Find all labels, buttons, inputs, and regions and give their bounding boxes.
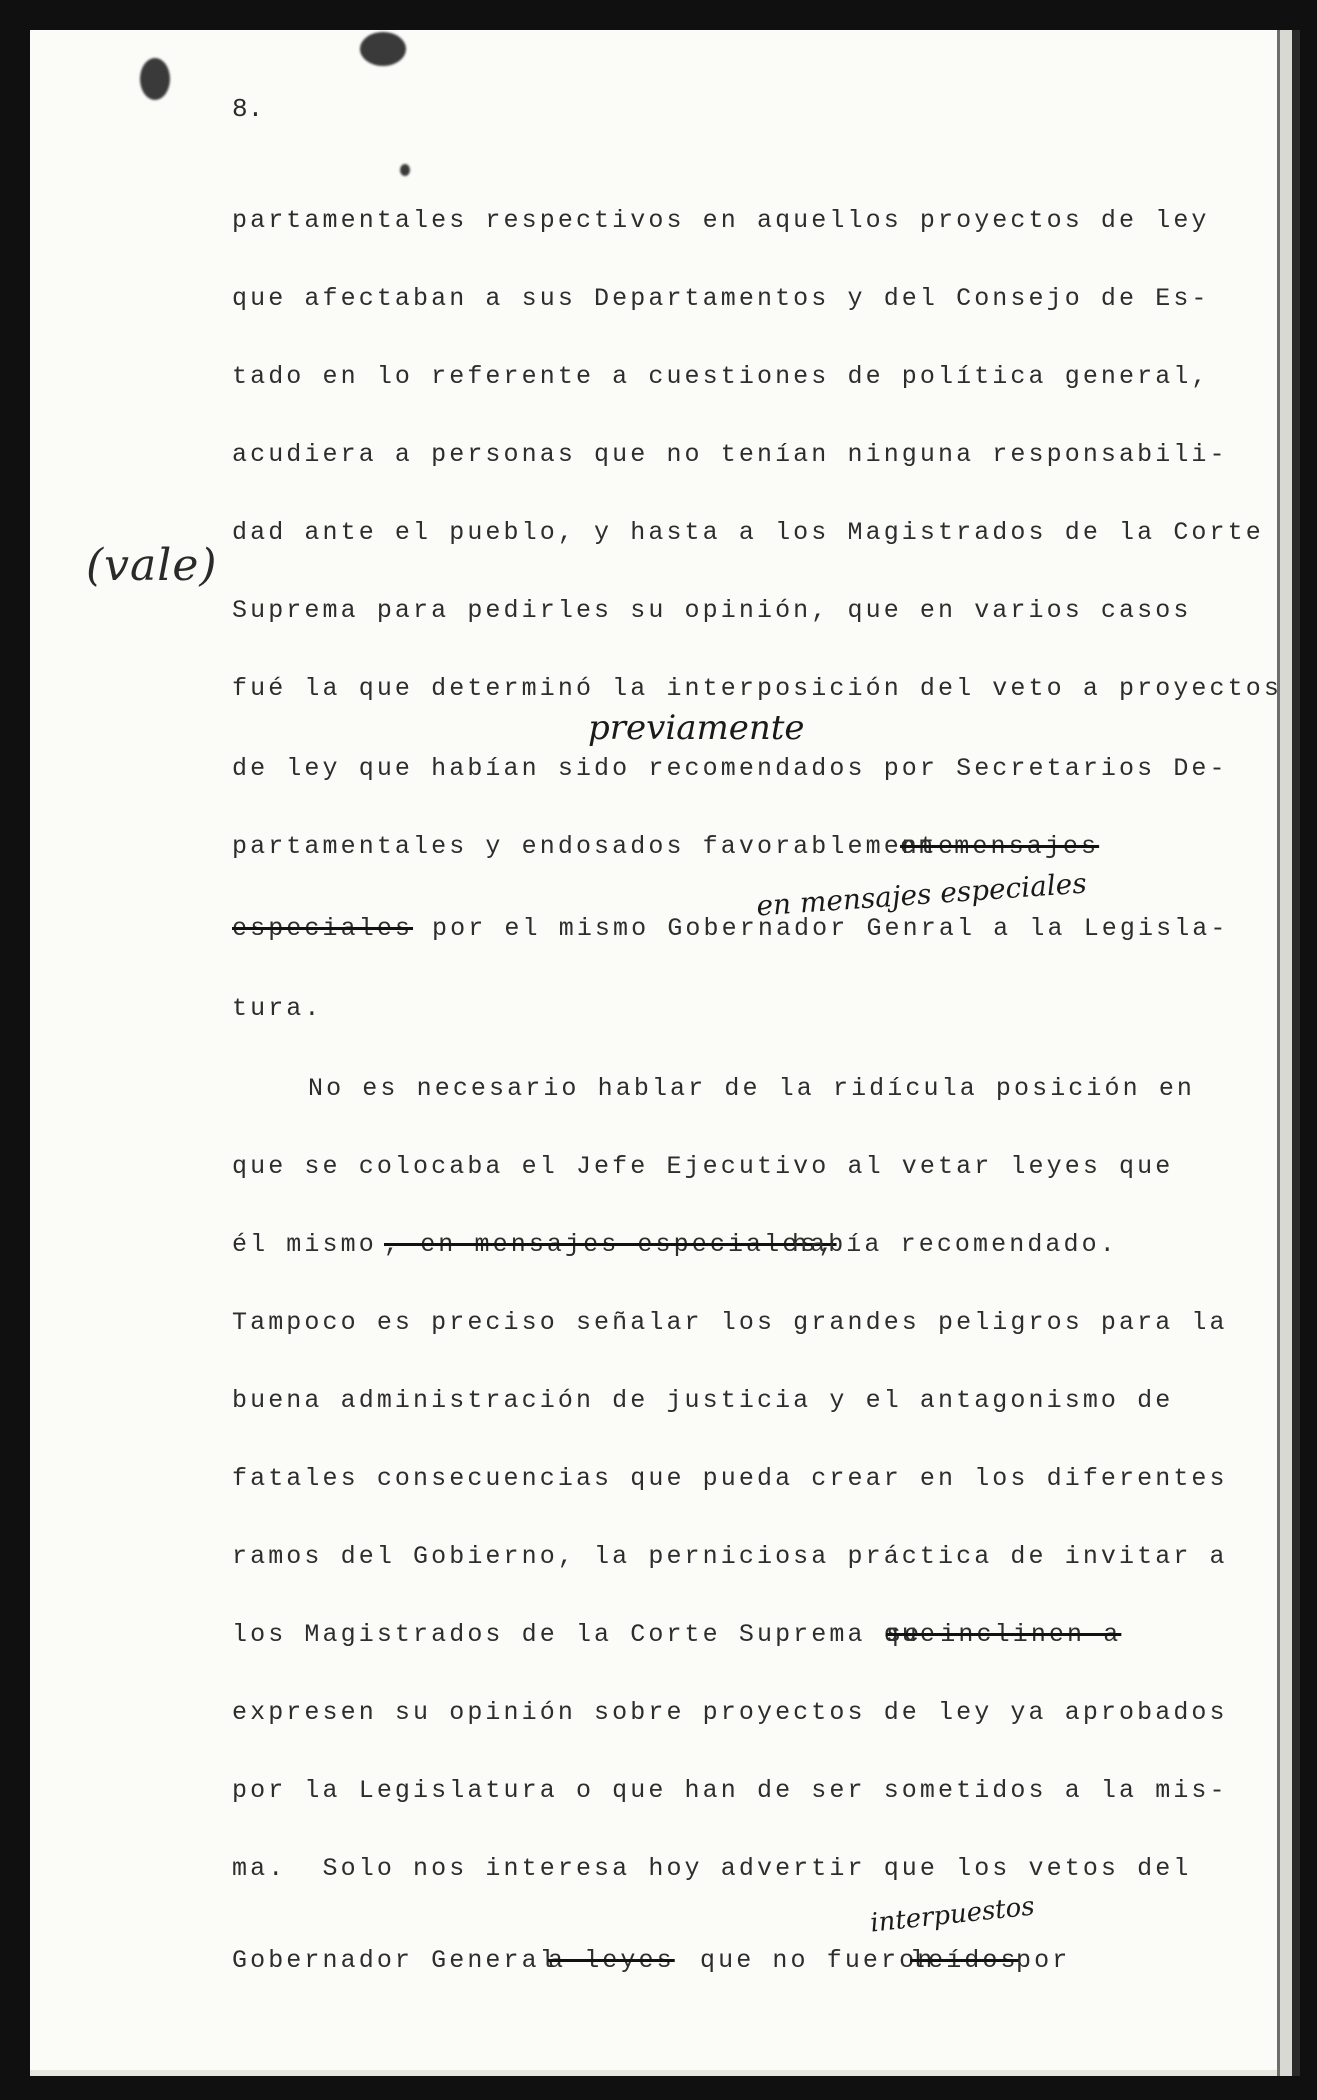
document-page	[30, 30, 1300, 2076]
ink-blot	[140, 58, 170, 100]
text-line: por la Legislatura o que han de ser sometidos a la mis-	[232, 1776, 1228, 1805]
text-line: había recomendado.	[792, 1230, 1118, 1259]
text-line: expresen su opinión sobre proyectos de ley ya aprobados	[232, 1698, 1228, 1727]
text-line: fatales consecuencias que pueda crear en los diferentes	[232, 1464, 1228, 1493]
text-line: por el mismo Gobernador Genral a la Legisla-	[432, 914, 1229, 943]
text-line: que afectaban a sus Departamentos y del Consejo de Es-	[232, 284, 1210, 313]
handwritten-margin-note: (vale)	[86, 540, 218, 591]
text-line: él mismo	[232, 1230, 377, 1259]
text-line: partamentales respectivos en aquellos proyectos de ley	[232, 206, 1210, 235]
text-line: Tampoco es preciso señalar los grandes peligros para la	[232, 1308, 1228, 1337]
text-line: de ley que habían sido recomendados por Secretarios De-	[232, 754, 1228, 783]
text-line: dad ante el pueblo, y hasta a los Magistrados de la Corte	[232, 518, 1264, 547]
text-line: tado en lo referente a cuestiones de política general,	[232, 362, 1210, 391]
text-line: que se colocaba el Jefe Ejecutivo al vetar leyes que	[232, 1152, 1174, 1181]
ink-blot	[400, 164, 410, 176]
struck-text: se inclinen a	[886, 1620, 1122, 1649]
text-line: No es necesario hablar de la ridícula posición en	[308, 1074, 1196, 1103]
text-line: ramos del Gobierno, la perniciosa práctica de invitar a	[232, 1542, 1228, 1571]
text-line: que no fueron	[700, 1946, 936, 1975]
page-edge-line	[1277, 30, 1280, 2076]
page-number: 8.	[232, 94, 264, 124]
handwritten-insertion: en mensajes especiales	[755, 866, 1088, 923]
text-line: los Magistrados de la Corte Suprema que	[232, 1620, 938, 1649]
text-line: tura.	[232, 994, 323, 1023]
text-line: fué la que determinó la interposición del veto a proyectos	[232, 674, 1282, 703]
handwritten-insertion: previamente	[588, 708, 805, 748]
struck-text: leídos	[910, 1946, 1019, 1975]
struck-text: a leyes	[548, 1946, 675, 1975]
text-line: buena administración de justicia y el antagonismo de	[232, 1386, 1174, 1415]
struck-text: , en mensajes especiales,	[384, 1230, 837, 1259]
ink-blot	[360, 32, 406, 66]
text-line: Gobernador General	[232, 1946, 558, 1975]
text-line: partamentales y endosados favorablemente	[232, 832, 957, 861]
handwritten-insertion: interpuestos	[868, 1891, 1037, 1939]
struck-text: en mensajes	[900, 832, 1100, 861]
text-line: acudiera a personas que no tenían ninguna responsabili-	[232, 440, 1228, 469]
struck-text: especiales	[232, 914, 414, 943]
text-line: Suprema para pedirles su opinión, que en varios casos	[232, 596, 1192, 625]
text-line: por	[1016, 1946, 1071, 1975]
text-line: ma. Solo nos interesa hoy advertir que los vetos del	[232, 1854, 1192, 1883]
